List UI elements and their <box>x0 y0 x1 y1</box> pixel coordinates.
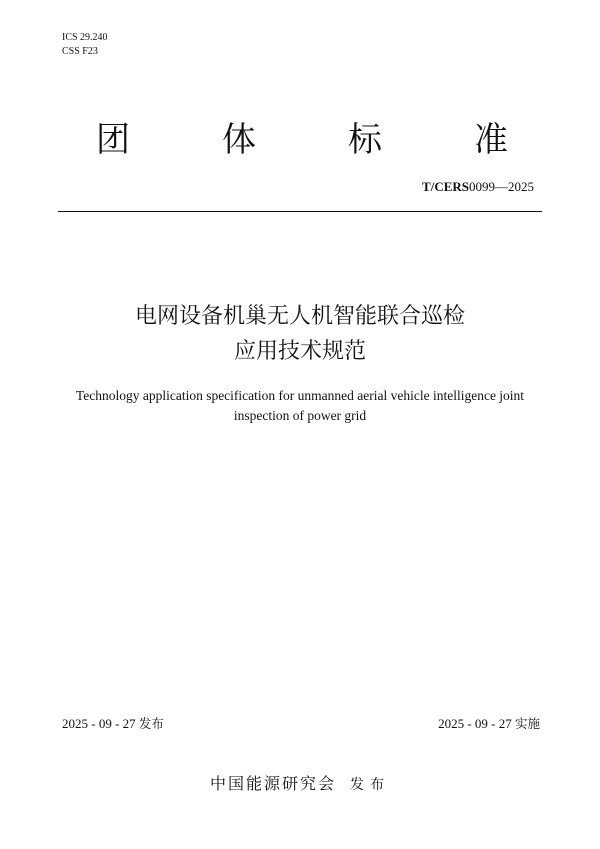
issuer-line <box>0 774 600 795</box>
implement-date <box>438 716 540 732</box>
english-title-line-1: Technology application specification for unmanned aerial vehicle intelligence joint <box>75 388 525 403</box>
english-title-line-2: inspection of power grid <box>233 408 367 423</box>
standard-type-char: 团 <box>96 120 130 160</box>
chinese-title-line-1: 电网设备机巢无人机智能联合巡检 <box>134 304 465 329</box>
issuer-organization: 中国能源研究会 <box>209 774 336 793</box>
issuer-action: 发布 <box>350 777 390 793</box>
header-divider <box>58 211 542 212</box>
standard-type-char: 体 <box>222 120 256 160</box>
standard-type-char: 准 <box>474 120 508 160</box>
standard-type-char: 标 <box>348 120 382 160</box>
ics-code: ICS 29.240 <box>62 32 108 43</box>
standard-number-prefix: T/CERS <box>422 179 469 194</box>
implement-date-value: 2025 - 09 - 27 <box>438 716 512 731</box>
chinese-title-line-2: 应用技术规范 <box>233 339 366 364</box>
publish-date-value: 2025 - 09 - 27 <box>62 716 136 731</box>
publish-date-label: 发布 <box>138 716 164 731</box>
implement-date-label: 实施 <box>514 716 540 731</box>
standard-number-code: 0099—2025 <box>469 179 534 194</box>
standard-type-heading <box>96 118 508 162</box>
standard-number <box>422 179 534 195</box>
publish-date <box>62 716 164 732</box>
css-code: CSS F23 <box>62 46 98 57</box>
